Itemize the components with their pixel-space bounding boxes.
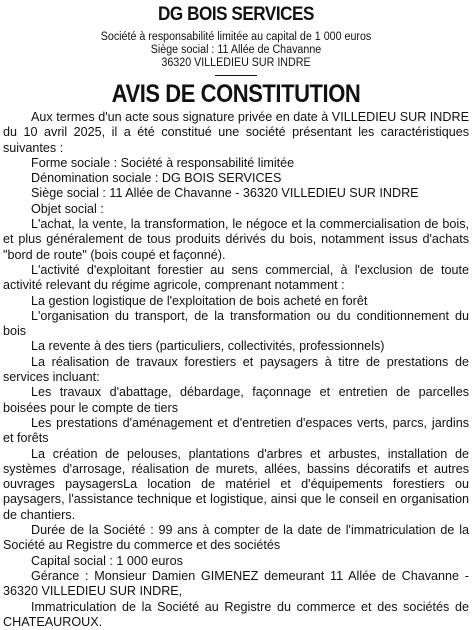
registered-office-paragraph: Siège social : 11 Allée de Chavanne - 36320 VILLEDIEU SUR INDRE <box>3 186 469 201</box>
activity-item: L'organisation du transport, de la transformation ou du conditionnement du bois <box>3 309 469 340</box>
forestry-activity-paragraph: L'activité d'exploitant forestier au sens commercial, à l'exclusion de toute activité relevant du régime agricole, comprenant notamment : <box>3 263 469 294</box>
registration-paragraph: Immatriculation de la Société au Registre du commerce et des sociétés de CHATEAUROUX. <box>3 600 469 630</box>
company-header <box>3 31 469 70</box>
works-item: Les travaux d'abattage, débardage, façonnage et entretien de parcelles boisées pour le compte de tiers <box>3 385 469 416</box>
management-paragraph: Gérance : Monsieur Damien GIMENEZ demeurant 11 Allée de Chavanne - 36320 VILLEDIEU SUR INDRE, <box>3 569 469 600</box>
company-name-paragraph: Dénomination sociale : DG BOIS SERVICES <box>3 171 469 186</box>
notice-title: AVIS DE CONSTITUTION <box>31 80 441 108</box>
activity-item: La gestion logistique de l'exploitation de bois acheté en forêt <box>3 294 469 309</box>
capital-paragraph: Capital social : 1 000 euros <box>3 554 469 569</box>
legal-form-line: Société à responsabilité limitée au capital de 1 000 euros <box>19 31 452 44</box>
purpose-heading: Objet social : <box>3 202 469 217</box>
intro-paragraph: Aux termes d'un acte sous signature privée en date à VILLEDIEU SUR INDRE du 10 avril 2025, il a été constitué une société présentant les caractéristiques suivantes : <box>3 110 469 156</box>
works-item: La création de pelouses, plantations d'arbres et arbustes, installation de systèmes d'arrosage, réalisation de murets, allées, bassins décoratifs et autres ouvrages paysagersLa location de matériel et d'équipements forestiers ou paysagers, l'assistance technique et logistique, ainsi que le conseil en organisation de chantiers. <box>3 447 469 523</box>
address-line: Siège social : 11 Allée de Chavanne <box>19 44 452 57</box>
works-paragraph: La réalisation de travaux forestiers et paysagers à titre de prestations de services incluant: <box>3 355 469 386</box>
legal-form-paragraph: Forme sociale : Société à responsabilité limitée <box>3 156 469 171</box>
postal-line: 36320 VILLEDIEU SUR INDRE <box>19 57 452 70</box>
works-item: Les prestations d'aménagement et d'entretien d'espaces verts, parcs, jardins et forêts <box>3 416 469 447</box>
legal-notice <box>0 4 473 602</box>
company-name: DG BOIS SERVICES <box>26 4 445 26</box>
notice-body <box>3 110 469 630</box>
separator-rule <box>215 75 257 76</box>
activity-item: La revente à des tiers (particuliers, collectivités, professionnels) <box>3 339 469 354</box>
duration-paragraph: Durée de la Société : 99 ans à compter de la date de l'immatriculation de la Société au Registre du commerce et des sociétés <box>3 523 469 554</box>
purpose-paragraph: L'achat, la vente, la transformation, le négoce et la commercialisation de bois, et plus généralement de tous produits dérivés du bois, notamment issus d'achats "bord de route" (bois coupé et façonné). <box>3 217 469 263</box>
